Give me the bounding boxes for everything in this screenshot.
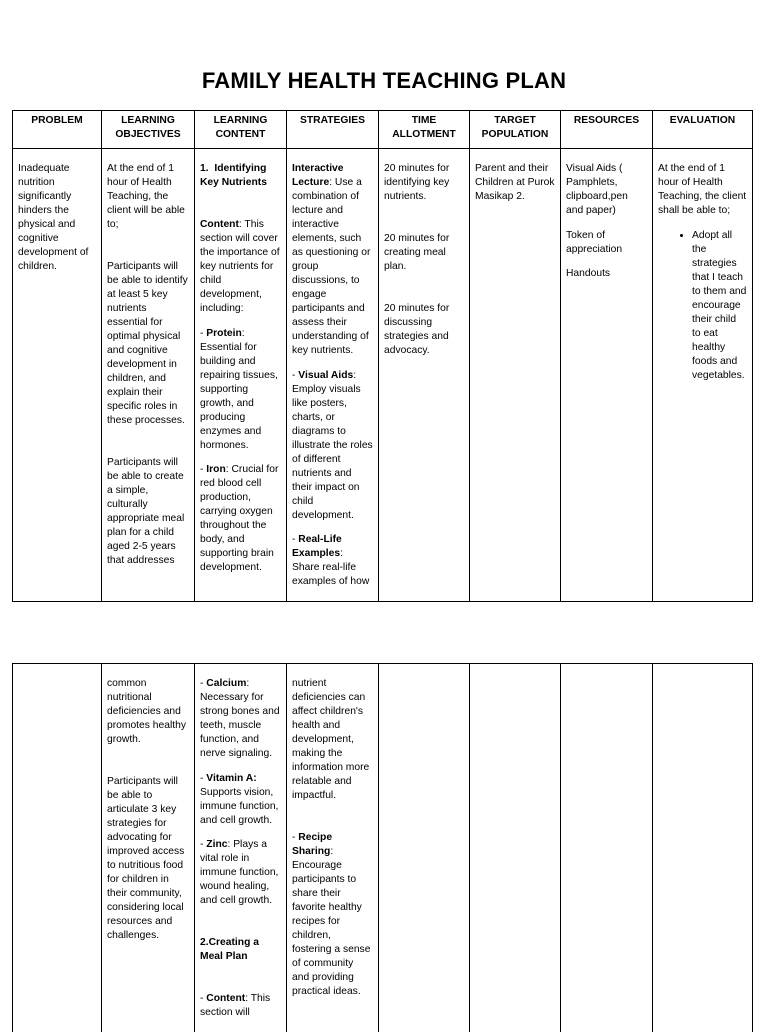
evaluation-cell xyxy=(653,664,753,1032)
problem-cell xyxy=(13,664,102,1032)
interactive-label: Interactive Lecture xyxy=(292,163,344,188)
heading-number: 1. xyxy=(200,163,209,174)
content-2-text: : This section will xyxy=(200,993,270,1018)
evaluation-cell xyxy=(653,149,753,602)
table-row xyxy=(13,149,753,602)
strategy-real-life: - Real-Life Examples: Share real-life examples of how xyxy=(292,533,373,589)
heading-2-text: 2.Creating a Meal Plan xyxy=(200,937,259,962)
reallife-label: Real-Life Examples xyxy=(292,534,342,559)
time-item: 20 minutes for discussing strategies and advocacy. xyxy=(384,302,464,358)
resource-item: Handouts xyxy=(566,267,647,281)
header-row xyxy=(13,111,753,149)
protein-text: : Essential for building and repairing tissues, supporting growth, and producing enzymes and hormones. xyxy=(200,328,278,451)
time-item: 20 minutes for identifying key nutrients. xyxy=(384,162,464,204)
header-learning-objectives: LEARNING OBJECTIVES xyxy=(102,111,195,149)
header-resources: RESOURCES xyxy=(561,111,653,149)
content-heading-1 xyxy=(200,162,281,190)
interactive-text: : Use a combination of lecture and interactive elements, such as questioning or group discussions, to engage participants and assess their understanding of key nutrients. xyxy=(292,177,370,356)
strategies-cell xyxy=(287,149,379,602)
target-text: Parent and their Children at Purok Masikap 2. xyxy=(475,162,555,204)
protein-label: Protein xyxy=(206,328,241,339)
recipe-text: : Encourage participants to share their favorite healthy recipes for children, fostering a sense of community and providing practical ideas. xyxy=(292,846,370,997)
objectives-cell xyxy=(102,149,195,602)
nutrient-vitamin-a: - Vitamin A: Supports vision, immune function, and cell growth. xyxy=(200,772,281,828)
content-text: : This section will cover the importance of key nutrients for child development, including: xyxy=(200,219,280,314)
vitamin-a-label: Vitamin A: xyxy=(206,773,256,784)
header-time-allotment: TIME ALLOTMENT xyxy=(379,111,470,149)
evaluation-intro: At the end of 1 hour of Health Teaching, the client shall be able to; xyxy=(658,162,747,218)
evaluation-bullet: • Adopt all the strategies that I teach to them and encourage their child to eat healthy foods and vegetables. xyxy=(692,229,747,383)
objective-3: Participants will be able to articulate 3 key strategies for advocating for improved access to nutritious food for children in their community, considering local resources and challenges. xyxy=(107,775,189,943)
strategies-cell xyxy=(287,664,379,1032)
calcium-text: : Necessary for strong bones and teeth, muscle function, and nerve signaling. xyxy=(200,678,280,759)
reallife-text: : Share real-life examples of how xyxy=(292,548,369,587)
vitamin-a-text: Supports vision, immune function, and cell growth. xyxy=(200,787,278,826)
calcium-label: Calcium xyxy=(206,678,246,689)
visual-label: Visual Aids xyxy=(298,370,353,381)
target-cell xyxy=(470,149,561,602)
strategy-visual-aids: - Visual Aids: Employ visuals like posters, charts, or diagrams to illustrate the roles of different nutrients and their impact on child development. xyxy=(292,369,373,523)
target-cell xyxy=(470,664,561,1032)
strategy-interactive-lecture xyxy=(292,162,373,358)
resources-cell xyxy=(561,664,653,1032)
objective-2: Participants will be able to create a simple, culturally appropriate meal plan for a child aged 2-5 years that addresses xyxy=(107,456,189,568)
content-2-label: Content xyxy=(206,993,245,1004)
time-cell xyxy=(379,664,470,1032)
resources-cell xyxy=(561,149,653,602)
objective-2-continued: common nutritional deficiencies and promotes healthy growth. xyxy=(107,677,189,747)
content-intro-2: - Content: This section will xyxy=(200,992,281,1020)
objectives-cell xyxy=(102,664,195,1032)
teaching-plan-table-page2 xyxy=(12,663,753,1032)
objectives-intro: At the end of 1 hour of Health Teaching, the client will be able to; xyxy=(107,162,189,232)
nutrient-iron: - Iron: Crucial for red blood cell production, carrying oxygen throughout the body, and supporting brain development. xyxy=(200,463,281,575)
resource-item: Token of appreciation xyxy=(566,229,647,257)
content-cell xyxy=(195,664,287,1032)
header-target-population: TARGET POPULATION xyxy=(470,111,561,149)
visual-text: : Employ visuals like posters, charts, or diagrams to illustrate the roles of different nutrients and their impact on child development. xyxy=(292,370,373,521)
objective-1: Participants will be able to identify at least 5 key nutrients essential for optimal physical and cognitive development in children, and explain their specific roles in these processes. xyxy=(107,260,189,428)
teaching-plan-table-page1 xyxy=(12,110,753,602)
resource-item: Visual Aids ( Pamphlets, clipboard,pen and paper) xyxy=(566,162,647,218)
recipe-label: Recipe Sharing xyxy=(292,832,332,857)
evaluation-list xyxy=(658,229,747,383)
zinc-text: : Plays a vital role in immune function, wound healing, and cell growth. xyxy=(200,839,278,906)
strategy-real-life-continued: nutrient deficiencies can affect children's health and development, making the information more relatable and impactful. xyxy=(292,677,373,803)
problem-cell xyxy=(13,149,102,602)
header-evaluation: EVALUATION xyxy=(653,111,753,149)
problem-text: Inadequate nutrition significantly hinders the physical and cognitive development of children. xyxy=(18,162,96,274)
time-cell xyxy=(379,149,470,602)
content-intro xyxy=(200,218,281,316)
page-title: FAMILY HEALTH TEACHING PLAN xyxy=(0,68,768,94)
heading-text: Identifying Key Nutrients xyxy=(200,163,267,188)
time-item: 20 minutes for creating meal plan. xyxy=(384,232,464,274)
header-learning-content: LEARNING CONTENT xyxy=(195,111,287,149)
header-problem: PROBLEM xyxy=(13,111,102,149)
header-strategies: STRATEGIES xyxy=(287,111,379,149)
nutrient-calcium: - Calcium: Necessary for strong bones and teeth, muscle function, and nerve signaling. xyxy=(200,677,281,761)
zinc-label: Zinc xyxy=(206,839,227,850)
iron-text: : Crucial for red blood cell production, carrying oxygen throughout the body, and supporting brain development. xyxy=(200,464,278,573)
strategy-recipe-sharing: - Recipe Sharing: Encourage participants to share their favorite healthy recipes for children, fostering a sense of community and providing practical ideas. xyxy=(292,831,373,999)
table-row xyxy=(13,664,753,1032)
content-cell xyxy=(195,149,287,602)
content-heading-2 xyxy=(200,936,281,964)
content-label: Content xyxy=(200,219,239,230)
nutrient-zinc: - Zinc: Plays a vital role in immune function, wound healing, and cell growth. xyxy=(200,838,281,908)
iron-label: Iron xyxy=(206,464,225,475)
nutrient-protein: - Protein: Essential for building and repairing tissues, supporting growth, and producing enzymes and hormones. xyxy=(200,327,281,453)
